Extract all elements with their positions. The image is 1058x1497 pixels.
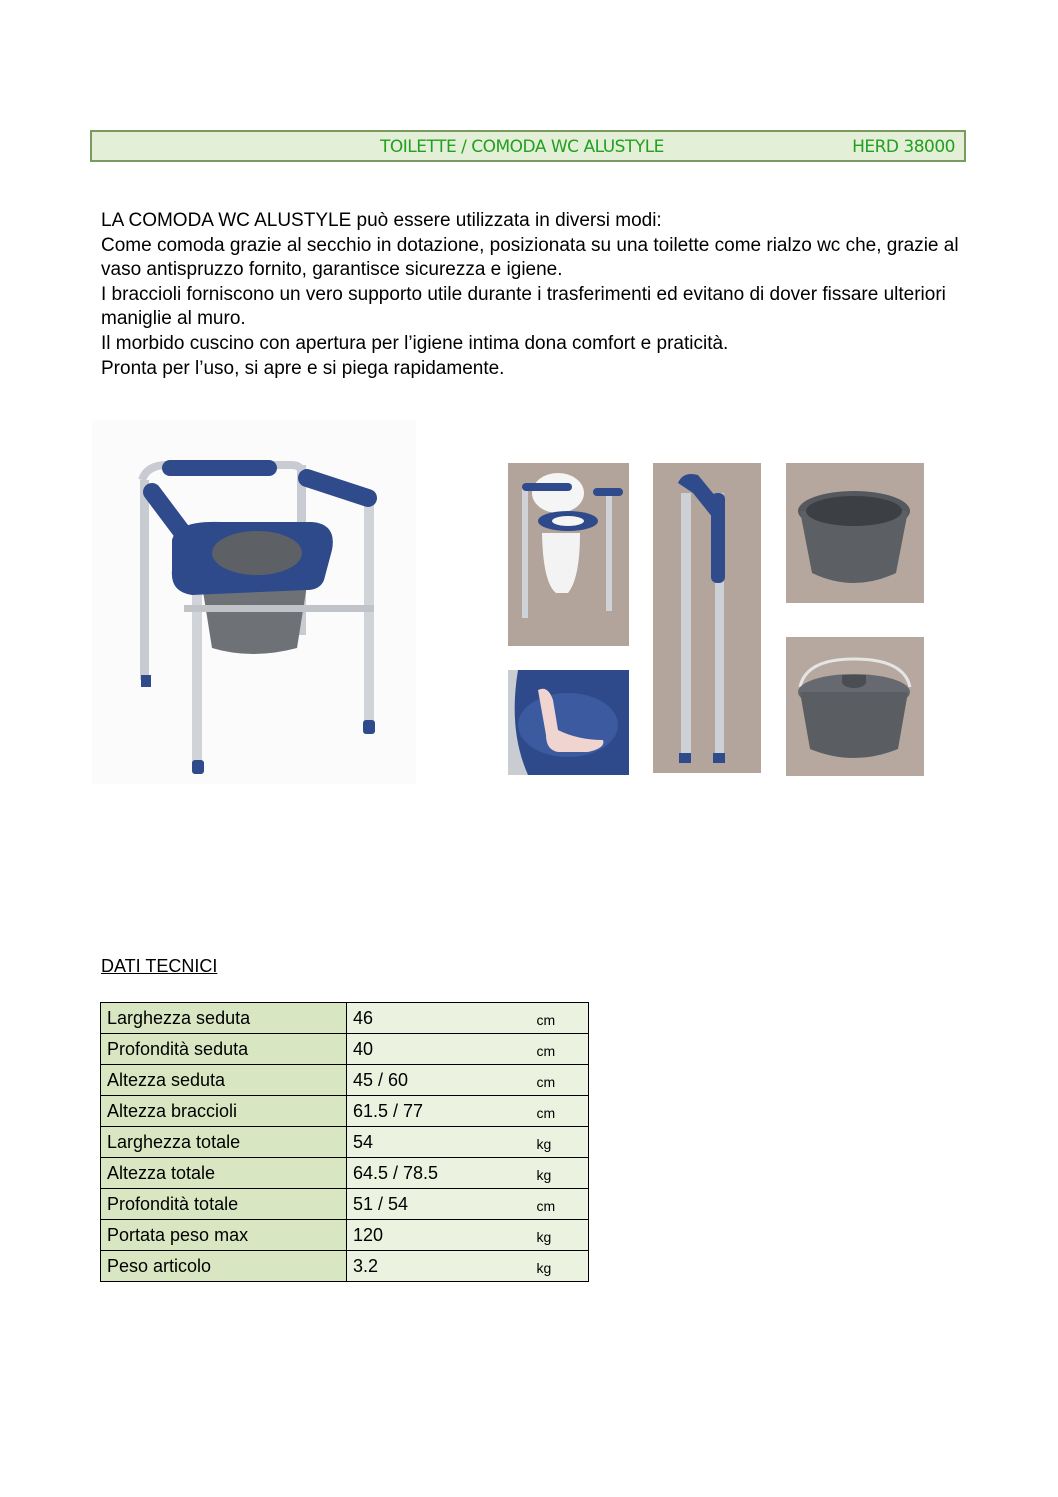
bucket-photo	[786, 463, 924, 603]
spec-value: 61.5 / 77	[347, 1096, 531, 1127]
spec-label: Profondità seduta	[101, 1034, 347, 1065]
table-row	[101, 1003, 589, 1034]
spec-unit: cm	[531, 1034, 589, 1065]
spec-label: Portata peso max	[101, 1220, 347, 1251]
table-row	[101, 1034, 589, 1065]
spec-value: 46	[347, 1003, 531, 1034]
product-description	[101, 209, 961, 381]
spec-label: Altezza seduta	[101, 1065, 347, 1096]
spec-unit: kg	[531, 1251, 589, 1282]
spec-unit: cm	[531, 1189, 589, 1220]
table-row	[101, 1127, 589, 1158]
title-bar	[90, 130, 966, 162]
lidded-bucket-photo	[786, 637, 924, 776]
description-line: LA COMODA WC ALUSTYLE può essere utilizzata in diversi modi:	[101, 210, 662, 231]
spec-value: 51 / 54	[347, 1189, 531, 1220]
spec-label: Peso articolo	[101, 1251, 347, 1282]
chair-over-toilet-photo	[508, 463, 629, 646]
description-line: Come comoda grazie al secchio in dotazione, posizionata su una toilette come rialzo wc che, grazie al vaso antispruzzo fornito, garantisce sicurezza e igiene.	[101, 234, 959, 281]
commode-chair-photo	[92, 420, 416, 784]
description-line: Pronta per l’uso, si apre e si piega rapidamente.	[101, 357, 505, 379]
section-title: DATI TECNICI	[101, 956, 218, 976]
table-row	[101, 1220, 589, 1251]
spec-label: Profondità totale	[101, 1189, 347, 1220]
spec-unit: cm	[531, 1065, 589, 1096]
description-line: Il morbido cuscino con apertura per l’igiene intima dona comfort e praticità.	[101, 332, 729, 354]
spec-value: 45 / 60	[347, 1065, 531, 1096]
spec-value: 120	[347, 1220, 531, 1251]
spec-unit: kg	[531, 1220, 589, 1251]
folded-chair-photo	[653, 463, 761, 773]
spec-unit: kg	[531, 1158, 589, 1189]
spec-label: Altezza braccioli	[101, 1096, 347, 1127]
table-row	[101, 1065, 589, 1096]
description-line: I braccioli forniscono un vero supporto utile durante i trasferimenti ed evitano di dover fissare ulteriori maniglie al muro.	[101, 283, 946, 330]
specs-table	[100, 1002, 589, 1282]
spec-unit: kg	[531, 1127, 589, 1158]
cushion-detail-photo	[508, 670, 629, 775]
spec-label: Altezza totale	[101, 1158, 347, 1189]
product-code: HERD 38000	[852, 137, 955, 157]
product-title: TOILETTE / COMODA WC ALUSTYLE	[380, 137, 664, 157]
table-row	[101, 1251, 589, 1282]
spec-unit: cm	[531, 1096, 589, 1127]
table-row	[101, 1189, 589, 1220]
spec-value: 3.2	[347, 1251, 531, 1282]
spec-unit: cm	[531, 1003, 589, 1034]
table-row	[101, 1096, 589, 1127]
spec-value: 40	[347, 1034, 531, 1065]
spec-label: Larghezza totale	[101, 1127, 347, 1158]
spec-label: Larghezza seduta	[101, 1003, 347, 1034]
table-row	[101, 1158, 589, 1189]
spec-value: 54	[347, 1127, 531, 1158]
spec-value: 64.5 / 78.5	[347, 1158, 531, 1189]
